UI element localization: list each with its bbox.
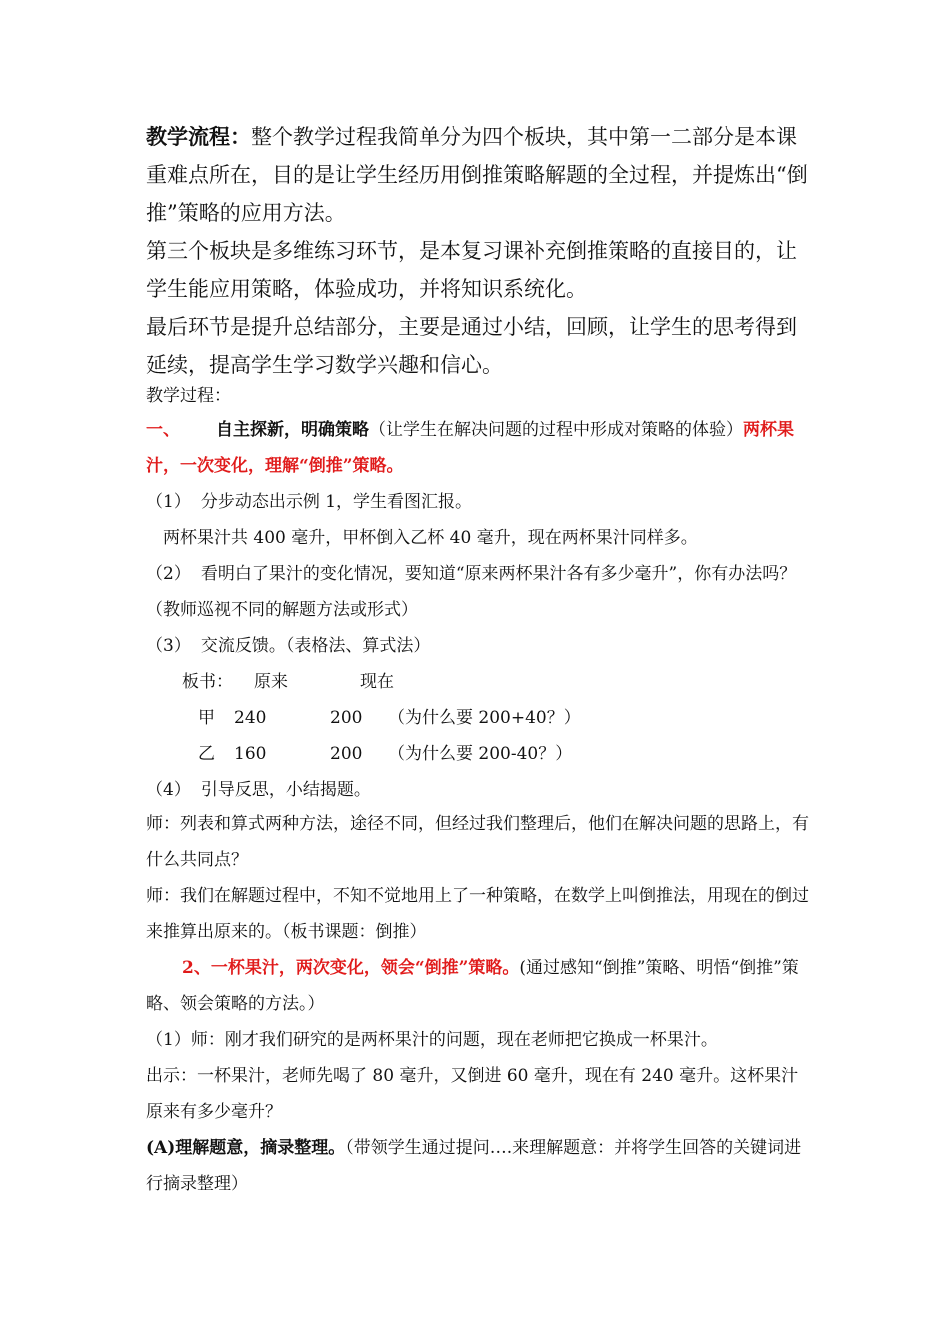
teaching-flow-paragraph [146,118,814,232]
part-a-label: (A)理解题意，摘录整理。 [146,1138,346,1158]
board-row-original: 240 [234,708,267,728]
process-title: 教学过程： [146,386,231,406]
step-3-text: 交流反馈。（表格法、算式法） [200,636,431,656]
step-1 [146,484,472,520]
section-2-step-1: （1）师：刚才我们研究的是两杯果汁的问题，现在老师把它换成一杯果汁。 [146,1030,718,1050]
step-1-text: 分步动态出示例 1，学生看图汇报。 [200,492,473,512]
step-4-text: 引导反思，小结揭题。 [200,780,371,800]
board-row-name: 乙 [198,744,215,764]
section-2-title: 2、一杯果汁，两次变化，领会“倒推”策略。 [182,958,520,978]
board-row-now: 200 [330,708,363,728]
section-2-part-a [146,1130,814,1202]
section-1-heading [146,412,816,484]
section-1-title: 自主探新，明确策略 [216,420,369,440]
part-a-note: （带领学生通过提问….来理解题意：并将学生回答的关键词进行摘录整理） [146,1138,802,1194]
teacher-question-1: 师：列表和算式两种方法，途径不同，但经过我们整理后，他们在解决问题的思路上，有什么共同点？ [146,814,809,870]
section-2-note: (通过感知“倒推”策略、明悟“倒推”策略、领会策略的方法。） [146,958,799,1014]
third-block-paragraph: 第三个板块是多维练习环节，是本复习课补充倒推策略的直接目的，让学生能应用策略，体验成功，并将知识系统化。 [146,239,797,301]
step-4 [146,772,371,808]
teaching-flow-label: 教学流程： [146,124,251,149]
board-label: 板书： [182,672,233,692]
board-col-original: 原来 [254,672,288,692]
board-col-now: 现在 [360,672,394,692]
step-3 [146,628,430,664]
problem-statement: 两杯果汁共 400 毫升，甲杯倒入乙杯 40 毫升，现在两杯果汁同样多。 [163,528,698,548]
section-1-sub-red: 两杯果汁，一次变化，理解“倒推”策略。 [146,420,794,476]
step-3-number: （3） [146,636,191,656]
step-2-text: 看明白了果汁的变化情况，要知道“原来两杯果汁各有多少毫升”，你有办法吗？（教师巡视不同的解题方法或形式） [146,564,797,620]
board-row-note: （为什么要 200-40？） [388,744,573,764]
step-1-number: （1） [146,492,191,512]
last-block-paragraph: 最后环节是提升总结部分，主要是通过小结，回顾，让学生的思考得到延续，提高学生学习数学兴趣和信心。 [146,315,797,377]
step-4-number: （4） [146,780,191,800]
section-2-show-problem: 出示：一杯果汁，老师先喝了 80 毫升，又倒进 60 毫升，现在有 240 毫升。这杯果汁原来有多少毫升？ [146,1066,799,1122]
step-2-number: （2） [146,564,191,584]
teaching-flow-text: 整个教学过程我简单分为四个板块，其中第一二部分是本课重难点所在，目的是让学生经历用倒推策略解题的全过程，并提炼出“倒推”策略的应用方法。 [146,125,808,225]
section-2-heading [146,950,814,1022]
board-row-name: 甲 [198,708,215,728]
step-2 [146,556,816,628]
teacher-question-2: 师：我们在解题过程中，不知不觉地用上了一种策略，在数学上叫倒推法，用现在的倒过来推算出原来的。（板书课题：倒推） [146,886,809,942]
board-row-note: （为什么要 200+40？） [388,708,581,728]
section-1-number: 一、 [146,420,180,440]
board-row-original: 160 [234,744,267,764]
board-row-now: 200 [330,744,363,764]
section-1-note: （让学生在解决问题的过程中形成对策略的体验） [369,420,743,440]
